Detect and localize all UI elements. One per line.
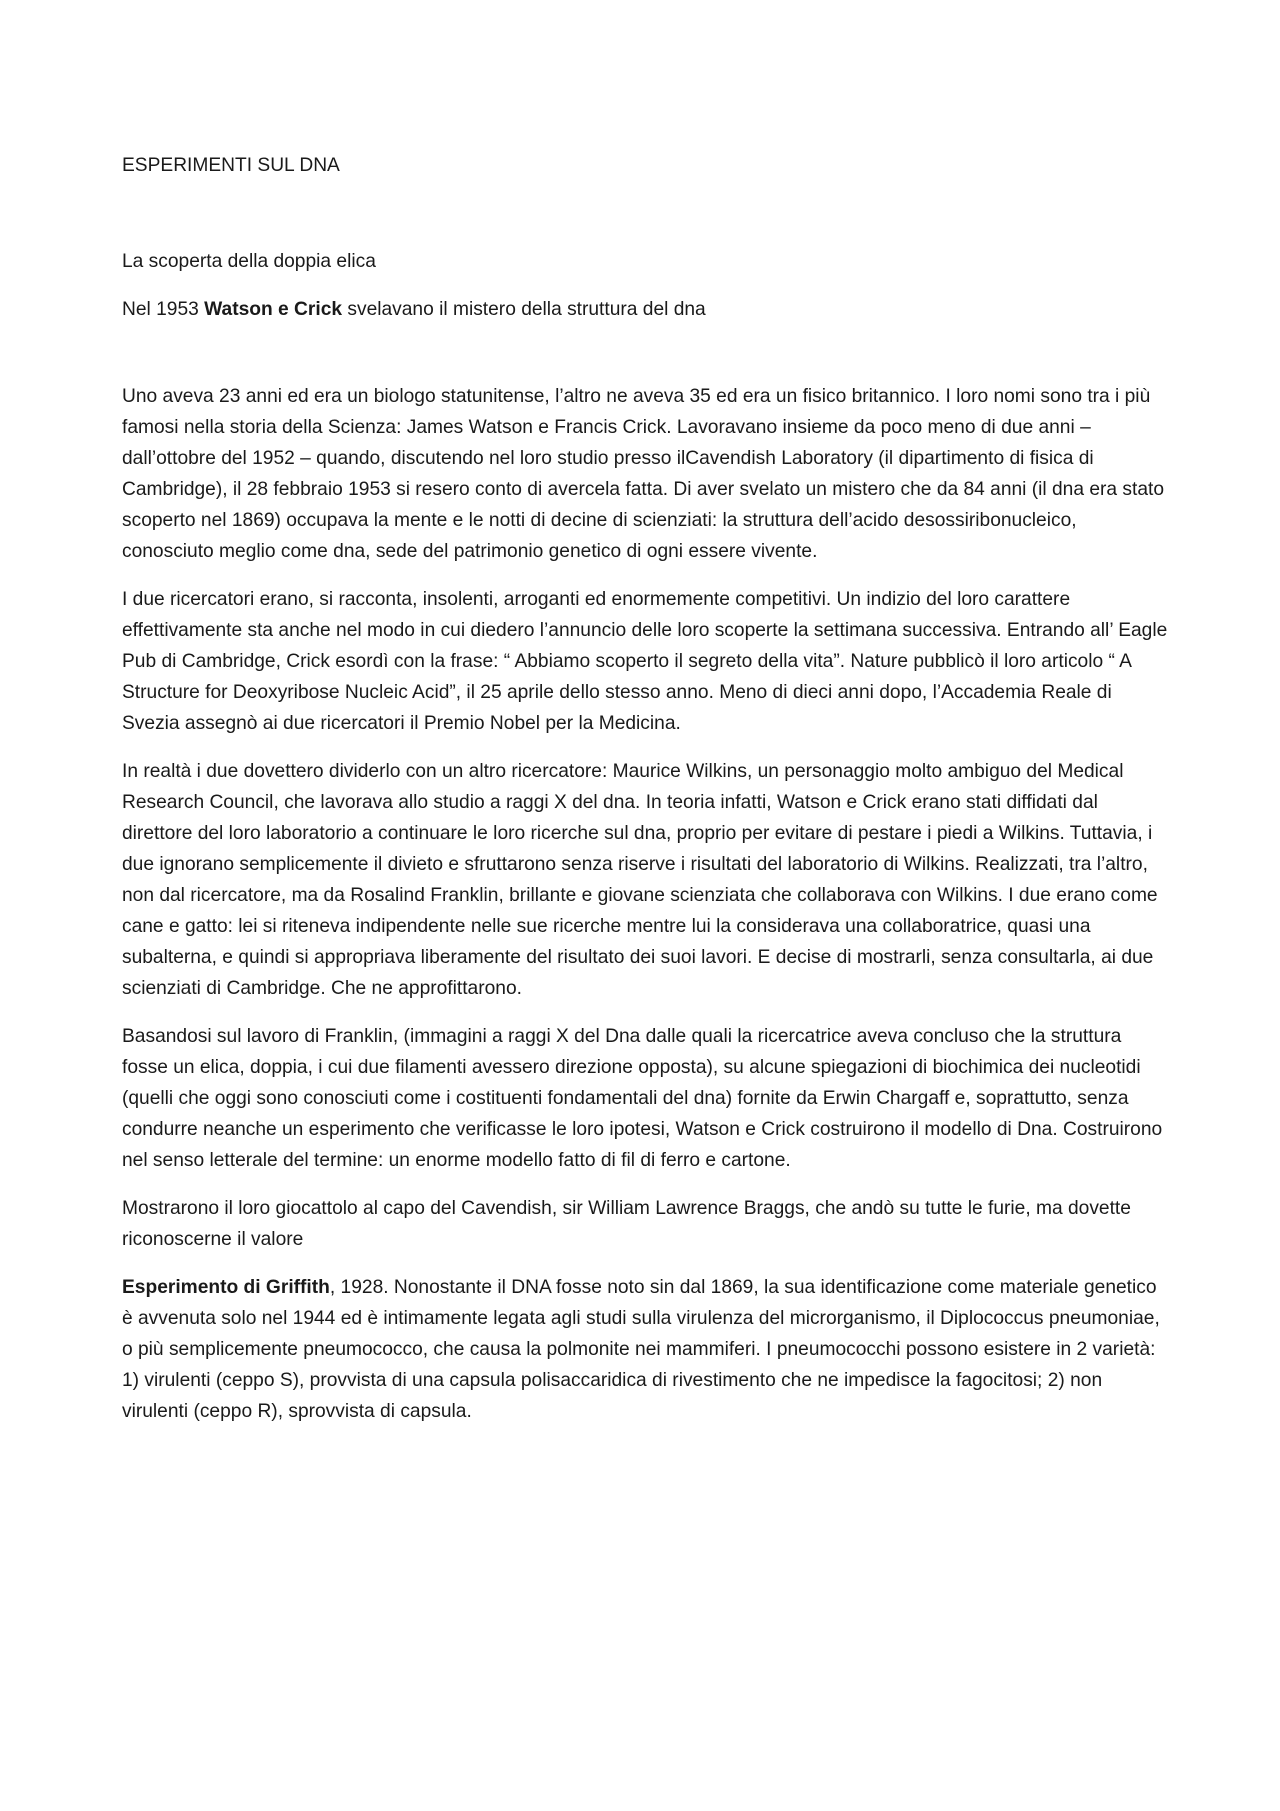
griffith-text: , 1928. Nonostante il DNA fosse noto sin dal 1869, la sua identificazione come materiale genetico è avvenuta solo nel 1944 ed è intimamente legata agli studi sulla virulenza del microrganismo, il Diplococcus pneumoniae, o più semplicemente pneumococco, che causa la polmonite nei mammiferi. I pneumococchi possono esistere in 2 varietà: 1) virulenti (ceppo S), provvista di una capsula polisaccaridica di rivestimento che ne impedisce la fagocitosi; 2) non virulenti (ceppo R), sprovvista di capsula. xyxy=(122,1277,1160,1422)
section-subtitle: La scoperta della doppia elica xyxy=(122,251,376,272)
paragraph: Basandosi sul lavoro di Franklin, (immagini a raggi X del Dna dalle quali la ricercatrice aveva concluso che la struttura fosse un elica, doppia, i cui due filamenti avessero direzione opposta), su alcune spiegazioni di biochimica dei nucleotidi (quelli che oggi sono conosciuti come i costituenti fondamentali del dna) fornite da Erwin Chargaff e, soprattutto, senza condurre neanche un esperimento che verificasse le loro ipotesi, Watson e Crick costruirono il modello di Dna. Costruirono nel senso letterale del termine: un enorme modello fatto di fil di ferro e cartone. xyxy=(122,1026,1163,1171)
griffith-heading: Esperimento di Griffith xyxy=(122,1277,330,1298)
lead-prefix: Nel 1953 xyxy=(122,299,205,320)
paragraph: I due ricercatori erano, si racconta, insolenti, arroganti ed enormemente competitivi. Un indizio del loro carattere effettivamente sta anche nel modo in cui diedero l’annuncio delle loro scoperte la settimana successiva. Entrando all’ Eagle Pub di Cambridge, Crick esordì con la frase: “ Abbiamo scoperto il segreto della vita”. Nature pubblicò il loro articolo “ A Structure for Deoxyribose Nucleic Acid”, il 25 aprile dello stesso anno. Meno di dieci anni dopo, l’Accademia Reale di Svezia assegnò ai due ricercatori il Premio Nobel per la Medicina. xyxy=(122,589,1168,734)
document-body xyxy=(122,150,1172,1444)
paragraph: In realtà i due dovettero dividerlo con un altro ricercatore: Maurice Wilkins, un personaggio molto ambiguo del Medical Research Council, che lavorava allo studio a raggi X del dna. In teoria infatti, Watson e Crick erano stati diffidati dal direttore del loro laboratorio a continuare le loro ricerche sul dna, proprio per evitare di pestare i piedi a Wilkins. Tuttavia, i due ignorano semplicemente il divieto e sfruttarono senza riserve i risultati del laboratorio di Wilkins. Realizzati, tra l’altro, non dal ricercatore, ma da Rosalind Franklin, brillante e giovane scienziata che collaborava con Wilkins. I due erano come cane e gatto: lei si riteneva indipendente nelle sue ricerche mentre lui la considerava una collaboratrice, quasi una subalterna, e quindi si appropriava liberamente del risultato dei suoi lavori. E decise di mostrarli, senza consultarla, ai due scienziati di Cambridge. Che ne approfittarono. xyxy=(122,761,1158,999)
lead-sentence xyxy=(122,294,1172,325)
griffith-paragraph xyxy=(122,1272,1172,1427)
lead-bold-names: Watson e Crick xyxy=(204,299,343,320)
paragraph: Uno aveva 23 anni ed era un biologo statunitense, l’altro ne aveva 35 ed era un fisico britannico. I loro nomi sono tra i più famosi nella storia della Scienza: James Watson e Francis Crick. Lavoravano insieme da poco meno di due anni – dall’ottobre del 1952 – quando, discutendo nel loro studio presso ilCavendish Laboratory (il dipartimento di fisica di Cambridge), il 28 febbraio 1953 si resero conto di avercela fatta. Di aver svelato un mistero che da 84 anni (il dna era stato scoperto nel 1869) occupava la mente e le notti di decine di scienziati: la struttura dell’acido desossiribonucleico, conosciuto meglio come dna, sede del patrimonio genetico di ogni essere vivente. xyxy=(122,386,1165,562)
paragraph: Mostrarono il loro giocattolo al capo del Cavendish, sir William Lawrence Braggs, che andò su tutte le furie, ma dovette riconoscerne il valore xyxy=(122,1198,1131,1250)
lead-suffix: svelavano il mistero della struttura del dna xyxy=(342,299,706,320)
document-title: ESPERIMENTI SUL DNA xyxy=(122,155,340,176)
